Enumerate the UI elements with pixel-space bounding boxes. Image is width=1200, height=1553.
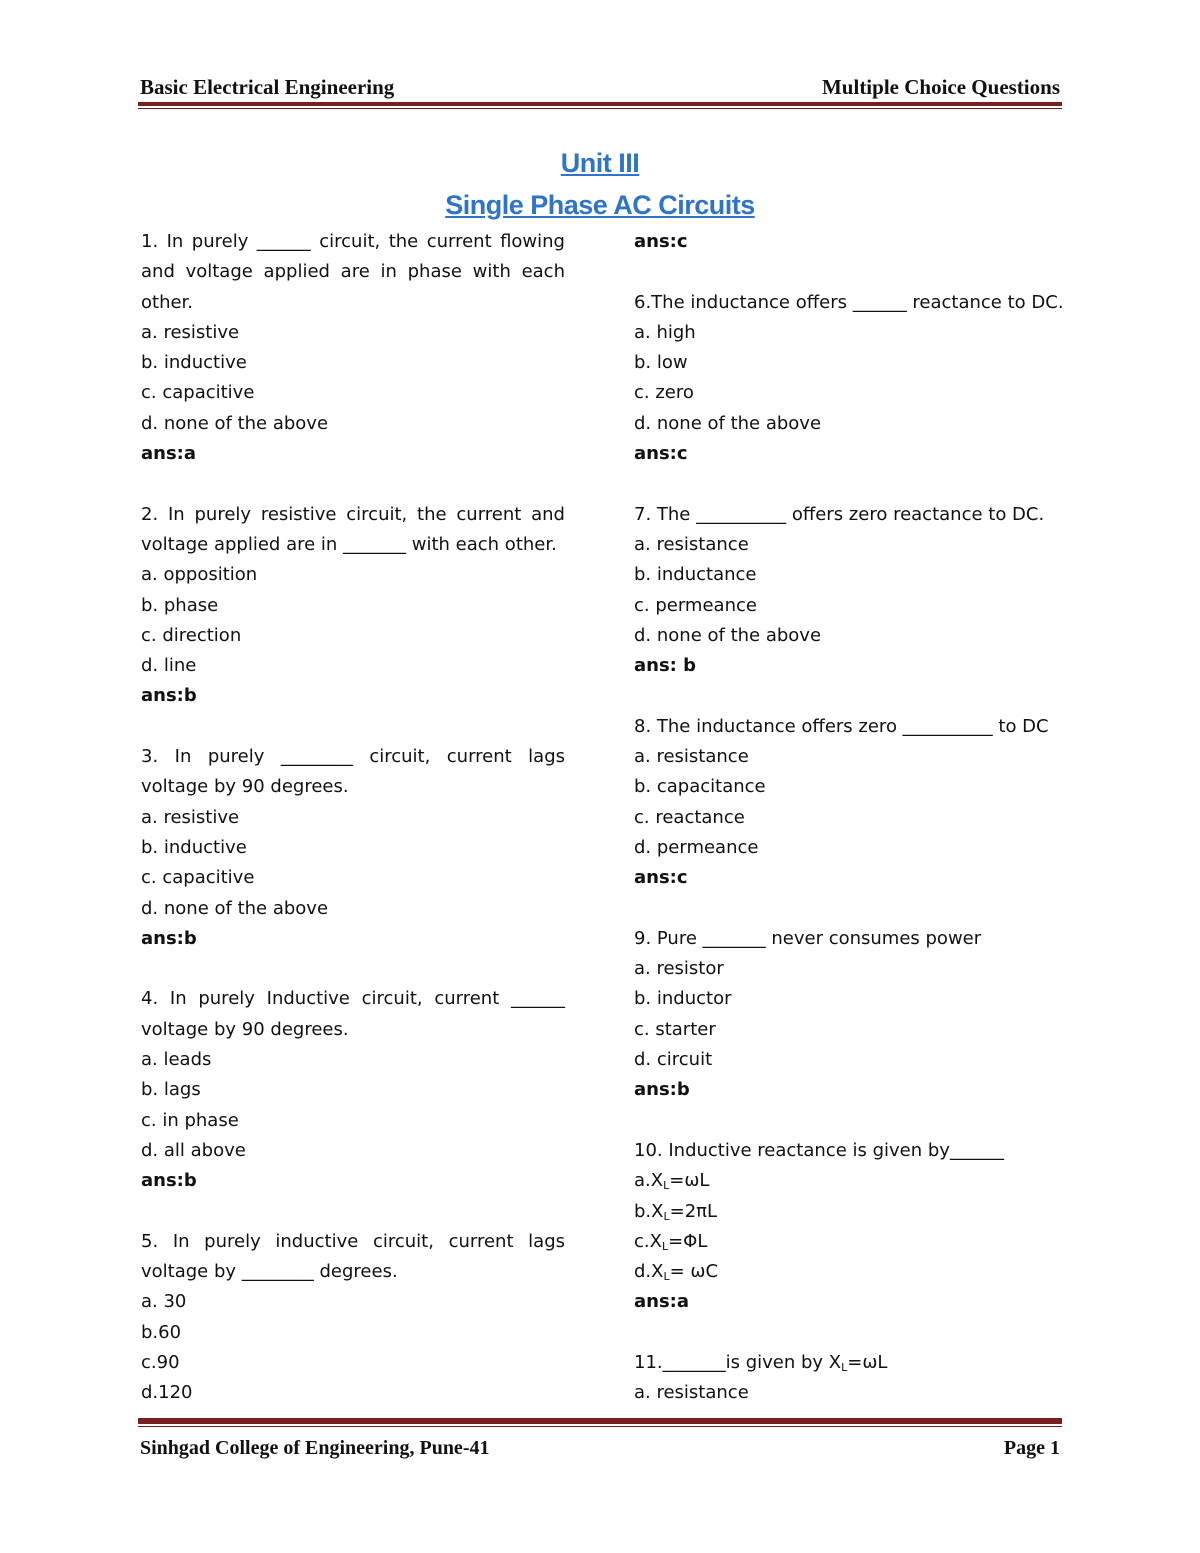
option-d: d. none of the above <box>634 412 822 434</box>
subject-title: Single Phase AC Circuits <box>445 190 755 220</box>
right-column <box>634 227 1064 1409</box>
option-b: b. lags <box>141 1079 201 1101</box>
question-text: 3. In purely ________ circuit, current lags voltage by 90 degrees. <box>141 746 565 798</box>
question-text: 1. In purely ______ circuit, the current flowing and voltage applied are in phase with each other. <box>141 231 565 313</box>
question-text: 10. Inductive reactance is given by______ <box>634 1139 1004 1161</box>
question-9 <box>634 924 1064 1106</box>
question-text: 4. In purely Inductive circuit, current ______ voltage by 90 degrees. <box>141 988 565 1040</box>
option-c: $c.X_L=\Phi L$ <box>634 1230 708 1253</box>
question-11 <box>634 1348 1064 1409</box>
option-d: d. none of the above <box>634 624 822 646</box>
question-2 <box>141 500 565 712</box>
answer: ans:b <box>634 1079 690 1101</box>
question-1 <box>141 227 565 469</box>
answer: ans:b <box>141 927 197 949</box>
option-c: c. capacitive <box>141 382 255 404</box>
answer: ans:a <box>634 1291 690 1313</box>
option-b: b. inductor <box>634 988 732 1010</box>
question-5 <box>141 1227 565 1409</box>
answer-q5: ans:c <box>634 231 688 252</box>
question-text: 7. The __________ offers zero reactance to DC. <box>634 503 1045 525</box>
unit-title: Unit III <box>560 148 640 178</box>
answer: ans: b <box>634 655 697 677</box>
option-b: b. low <box>634 352 688 374</box>
option-b: b. phase <box>141 594 219 616</box>
question-6 <box>634 288 1064 470</box>
option-b: b. capacitance <box>634 776 766 798</box>
page-number: Page 1 <box>1003 1437 1060 1459</box>
option-d: d. permeance <box>634 836 759 858</box>
answer: ans:c <box>634 867 688 889</box>
option-a: a. 30 <box>141 1291 187 1313</box>
left-column <box>141 227 565 1409</box>
question-8 <box>634 712 1064 894</box>
question-text: 5. In purely inductive circuit, current lags voltage by ________ degrees. <box>141 1230 565 1283</box>
option-d: d. none of the above <box>141 412 329 434</box>
option-a: a. resistive <box>141 321 240 343</box>
option-a: a. resistance <box>634 746 749 768</box>
footer-institution: Sinhgad College of Engineering, Pune-41 <box>140 1437 490 1459</box>
option-c: c. starter <box>634 1018 716 1040</box>
option-b: $b.X_L=2\pi L$ <box>634 1200 718 1223</box>
option-c: c.90 <box>141 1351 180 1373</box>
footer-rule <box>138 1418 1062 1424</box>
question-text: 11._______is given by $X_L=\omega L$ <box>634 1351 888 1374</box>
option-d: d. all above <box>141 1139 246 1161</box>
footer-rule-thin <box>138 1426 1062 1427</box>
question-10 <box>634 1136 1064 1318</box>
question-7 <box>634 500 1064 682</box>
option-a: a. resistive <box>141 806 240 828</box>
question-text: 2. In purely resistive circuit, the current and voltage applied are in _______ with each other. <box>141 503 565 555</box>
question-text: 8. The inductance offers zero __________ to DC <box>634 715 1049 737</box>
header-course-title: Basic Electrical Engineering <box>140 75 395 99</box>
option-c: c. capacitive <box>141 867 255 889</box>
option-a: $a.X_L=\omega L$ <box>634 1170 710 1193</box>
option-d: d. line <box>141 655 197 677</box>
answer: ans:b <box>141 685 197 707</box>
option-d: $d.X_L= \omega C$ <box>634 1261 719 1284</box>
answer: ans:a <box>141 443 197 465</box>
option-c: c. direction <box>141 624 242 646</box>
option-d: d. circuit <box>634 1049 713 1071</box>
question-text: 9. Pure _______ never consumes power <box>634 927 982 949</box>
title-block <box>0 143 1200 227</box>
answer: ans:b <box>141 1170 197 1192</box>
option-a: a. high <box>634 321 696 343</box>
question-4 <box>141 984 565 1196</box>
option-a: a. leads <box>141 1049 212 1071</box>
header-rule-thin <box>138 108 1062 109</box>
option-b: b. inductive <box>141 352 247 374</box>
question-3 <box>141 742 565 954</box>
option-d: d. none of the above <box>141 897 329 919</box>
option-a: a. resistance <box>634 533 749 555</box>
option-a: a. resistor <box>634 958 724 980</box>
header-rule <box>138 102 1062 106</box>
header-section-title: Multiple Choice Questions <box>821 75 1060 99</box>
option-a: a. resistance <box>634 1382 749 1404</box>
option-c: c. zero <box>634 382 694 404</box>
option-d: d.120 <box>141 1382 193 1404</box>
option-c: c. in phase <box>141 1109 239 1131</box>
answer: ans:c <box>634 443 688 465</box>
option-c: c. permeance <box>634 594 757 616</box>
option-a: a. opposition <box>141 564 258 586</box>
option-b: b. inductance <box>634 564 757 586</box>
page-footer <box>140 1432 1060 1460</box>
option-b: b. inductive <box>141 836 247 858</box>
option-c: c. reactance <box>634 806 745 828</box>
page-header <box>140 72 1060 100</box>
question-text: 6.The inductance offers ______ reactance to DC. <box>634 291 1064 313</box>
option-b: b.60 <box>141 1321 182 1343</box>
